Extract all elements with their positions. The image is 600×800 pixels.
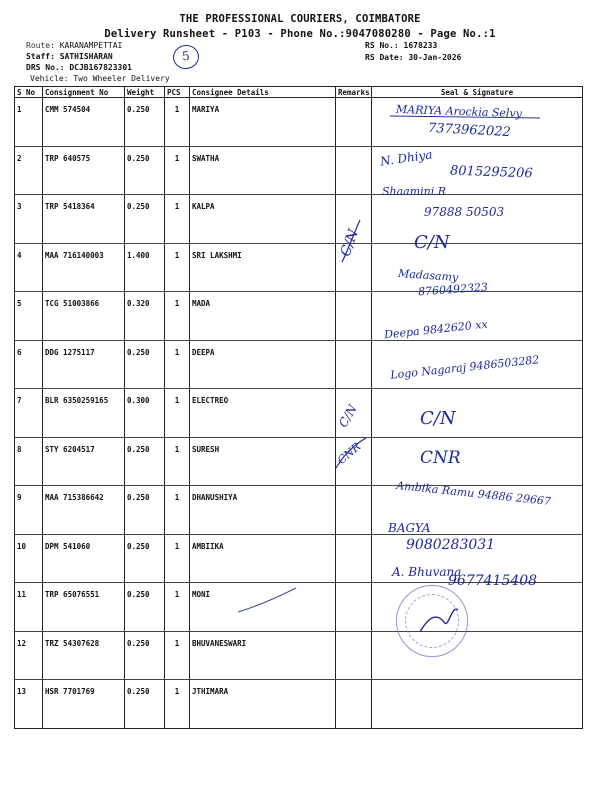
row-sno: 7 xyxy=(15,389,43,438)
row-weight: 0.250 xyxy=(125,583,165,632)
row-consignment-no: CMM 574504 xyxy=(43,98,125,147)
row-sno: 2 xyxy=(15,146,43,195)
hw-row2-phone: 8015295206 xyxy=(449,163,533,182)
rs-no-label: RS No.: xyxy=(365,41,399,50)
row-weight: 0.320 xyxy=(125,292,165,341)
row-consignee: KALPA xyxy=(190,195,336,244)
row-sno: 12 xyxy=(15,631,43,680)
row-weight: 0.250 xyxy=(125,195,165,244)
row-consignment-no: DPM 541060 xyxy=(43,534,125,583)
rs-date-value: 30-Jan-2026 xyxy=(408,53,462,62)
hw-row4-sig: C/N xyxy=(414,232,450,253)
row-pcs: 1 xyxy=(165,243,190,292)
row-consignment-no: MAA 715386642 xyxy=(43,486,125,535)
hw-row4-remark: C/N xyxy=(337,227,363,259)
row-consignee: ELECTREO xyxy=(190,389,336,438)
hw-row5-name: Madasamy xyxy=(397,266,459,285)
hw-row9-sig: CNR xyxy=(420,448,461,468)
row-consignment-no: TCG 51003866 xyxy=(43,292,125,341)
row-consignment-no: TRP 5418364 xyxy=(43,195,125,244)
row-sno: 6 xyxy=(15,340,43,389)
row-sno: 11 xyxy=(15,583,43,632)
hw-row11-name: BAGYA xyxy=(388,521,431,535)
row-consignee: BHUVANESWARI xyxy=(190,631,336,680)
hw-row7-sig: Logo Nagaraj 9486503282 xyxy=(389,353,540,382)
row-pcs: 1 xyxy=(165,486,190,535)
row-pcs: 1 xyxy=(165,437,190,486)
row-consignee: JTHIMARA xyxy=(190,680,336,729)
hw-row8-sig: C/N xyxy=(420,408,456,429)
vehicle-label: Vehicle: xyxy=(30,74,69,83)
row-weight: 0.250 xyxy=(125,98,165,147)
strike-line-row13 xyxy=(238,588,296,612)
header-sno: S No xyxy=(15,87,43,98)
row-consignment-no: BLR 6350259165 xyxy=(43,389,125,438)
header-seal-signature: Seal & Signature xyxy=(372,87,583,98)
row-consignee: DHANUSHIYA xyxy=(190,486,336,535)
drs-label: DRS No.: xyxy=(26,63,65,72)
row-consignment-no: TRP 640575 xyxy=(43,146,125,195)
row-consignee: SURESH xyxy=(190,437,336,486)
row-pcs: 1 xyxy=(165,534,190,583)
row-weight: 0.300 xyxy=(125,389,165,438)
row-consignee: MADA xyxy=(190,292,336,341)
row-sno: 8 xyxy=(15,437,43,486)
row-pcs: 1 xyxy=(165,583,190,632)
row-consignee: SRI LAKSHMI xyxy=(190,243,336,292)
row-weight: 0.250 xyxy=(125,437,165,486)
row-sno: 1 xyxy=(15,98,43,147)
rs-no-value: 1678233 xyxy=(403,41,438,50)
company-title: THE PROFESSIONAL COURIERS, COIMBATORE xyxy=(179,13,421,25)
header-remarks: Remarks xyxy=(336,87,372,98)
route-value: KARANAMPETTAI xyxy=(59,41,123,50)
row-sno: 10 xyxy=(15,534,43,583)
row-consignee: DEEPA xyxy=(190,340,336,389)
hw-row2-name: N. Dhiya xyxy=(379,147,434,169)
hw-row11-phone: 9080283031 xyxy=(406,537,496,553)
row-pcs: 1 xyxy=(165,680,190,729)
row-consignee: MARIYA xyxy=(190,98,336,147)
row-consignment-no: MAA 716140003 xyxy=(43,243,125,292)
row-weight: 0.250 xyxy=(125,146,165,195)
header-pcs: PCS xyxy=(165,87,190,98)
hw-row9-remark: CNR xyxy=(334,440,364,467)
row-consignee: AMBIIKA xyxy=(190,534,336,583)
row-sno: 9 xyxy=(15,486,43,535)
rs-date-label: RS Date: xyxy=(365,53,404,62)
row-pcs: 1 xyxy=(165,631,190,680)
header-consignment-no: Consignment No xyxy=(43,87,125,98)
hw-row3-phone: 97888 50503 xyxy=(424,205,505,219)
courier-seal-stamp xyxy=(396,585,468,657)
hw-row5-phone: 8760492323 xyxy=(417,280,489,299)
row-sno: 4 xyxy=(15,243,43,292)
row-weight: 0.250 xyxy=(125,631,165,680)
route-label: Route: xyxy=(26,41,55,50)
hw-row6-sig: Deepa 9842620 xx xyxy=(383,317,489,342)
runsheet-heading: Delivery Runsheet - P103 - Phone No.:9047080280 - Page No.:1 xyxy=(104,28,496,40)
row-pcs: 1 xyxy=(165,340,190,389)
row-weight: 0.250 xyxy=(125,534,165,583)
row-pcs: 1 xyxy=(165,195,190,244)
row-weight: 0.250 xyxy=(125,486,165,535)
hw-row8-remark: C/N xyxy=(335,402,360,430)
row-sno: 13 xyxy=(15,680,43,729)
vehicle-value: Two Wheeler Delivery xyxy=(73,74,170,83)
staff-value: SATHISHARAN xyxy=(59,52,113,61)
hw-row10-sig: Ambika Ramu 94886 29667 xyxy=(395,478,552,509)
row-pcs: 1 xyxy=(165,389,190,438)
hw-row1-phone: 7373962022 xyxy=(427,120,512,141)
row-weight: 0.250 xyxy=(125,340,165,389)
hw-row12-phone: 9677415408 xyxy=(448,573,538,589)
staff-label: Staff: xyxy=(26,52,55,61)
row-consignee: SWATHA xyxy=(190,146,336,195)
row-weight: 0.250 xyxy=(125,680,165,729)
row-pcs: 1 xyxy=(165,146,190,195)
hw-row12-name: A. Bhuvana xyxy=(392,565,462,579)
row-consignment-no: STY 6204517 xyxy=(43,437,125,486)
circled-handwritten-number: 5 xyxy=(171,43,200,70)
row-consignee: MONI xyxy=(190,583,336,632)
row-sno: 3 xyxy=(15,195,43,244)
row-consignment-no: TRZ 54307628 xyxy=(43,631,125,680)
row-consignment-no: DDG 1275117 xyxy=(43,340,125,389)
row-weight: 1.400 xyxy=(125,243,165,292)
header-weight: Weight xyxy=(125,87,165,98)
drs-value: DCJB167823301 xyxy=(69,63,132,72)
hw-row3-name: Shaamini.R xyxy=(382,185,447,198)
row-consignment-no: TRP 65076551 xyxy=(43,583,125,632)
row-sno: 5 xyxy=(15,292,43,341)
row-pcs: 1 xyxy=(165,98,190,147)
row-consignment-no: HSR 7701769 xyxy=(43,680,125,729)
row-pcs: 1 xyxy=(165,292,190,341)
header-consignee-details: Consignee Details xyxy=(190,87,336,98)
hw-row1-name: MARIYA Arockia Selvy xyxy=(395,102,523,121)
